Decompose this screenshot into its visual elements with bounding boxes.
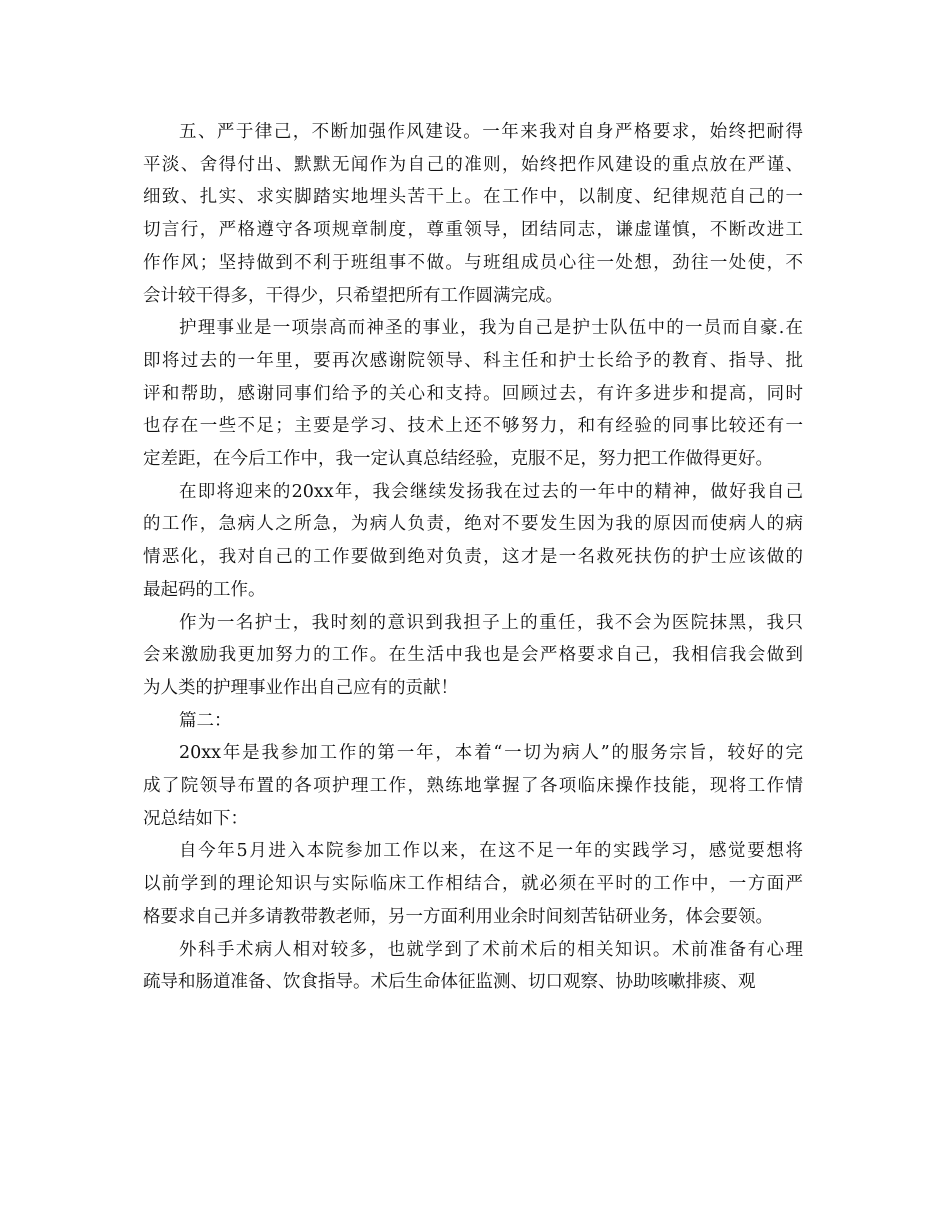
- paragraph-line: 成了院领导布置的各项护理工作，熟练地掌握了各项临床操作技能，现将工作情: [143, 776, 803, 796]
- paragraph-line: 护理事业是一项崇高而神圣的事业，我为自己是护士队伍中的一员而自豪.在: [179, 318, 803, 339]
- paragraph-line: 格要求自己并多请教带教老师，另一方面利用业余时间刻苦钻研业务，体会要领。: [143, 906, 773, 927]
- paragraph-line: 评和帮助，感谢同事们给予的关心和支持。回顾过去，有许多进步和提高，同时: [143, 383, 803, 404]
- paragraph-line: 疏导和肠道准备、饮食指导。术后生命体征监测、切口观察、协助咳嗽排痰、观: [143, 972, 756, 993]
- paragraph-line: 会计较干得多，干得少，只希望把所有工作圆满完成。: [143, 285, 563, 306]
- paragraph-line: 情恶化，我对自己的工作要做到绝对负责，这才是一名救死扶伤的护士应该做的: [143, 547, 803, 568]
- paragraph-line: 切言行，严格遵守各项规章制度，尊重领导，团结同志，谦虚谨慎，不断改进工: [143, 220, 803, 241]
- paragraph-line: 即将过去的一年里，要再次感谢院领导、科主任和护士长给予的教育、指导、批: [143, 350, 803, 371]
- paragraph-line: 20xx年是我参加工作的第一年，本着“一切为病人”的服务宗旨，较好的完: [179, 743, 803, 764]
- paragraph-line: 自今年5月进入本院参加工作以来，在这不足一年的实践学习，感觉要想将: [179, 841, 803, 862]
- paragraph-line: 外科手术病人相对较多，也就学到了术前术后的相关知识。术前准备有心理: [179, 939, 803, 960]
- paragraph-line: 平淡、舍得付出、默默无闻作为自己的准则，始终把作风建设的重点放在严谨、: [143, 154, 803, 175]
- paragraph-line: 五、严于律己，不断加强作风建设。一年来我对自身严格要求，始终把耐得: [179, 122, 803, 142]
- paragraph-line: 会来激励我更加努力的工作。在生活中我也是会严格要求自己，我相信我会做到: [143, 645, 803, 666]
- paragraph-line: 的工作，急病人之所急，为病人负责，绝对不要发生因为我的原因而使病人的病: [143, 514, 803, 535]
- paragraph-line: 细致、扎实、求实脚踏实地埋头苦干上。在工作中，以制度、纪律规范自己的一: [143, 187, 803, 208]
- paragraph-line: 定差距，在今后工作中，我一定认真总结经验，克服不足，努力把工作做得更好。: [143, 449, 773, 469]
- paragraph-line: 最起码的工作。: [143, 579, 266, 600]
- paragraph-line: 作为一名护士，我时刻的意识到我担子上的重任，我不会为医院抹黑，我只: [179, 612, 803, 633]
- paragraph-line: 作作风；坚持做到不利于班组事不做。与班组成员心往一处想，劲往一处使，不: [143, 252, 803, 273]
- paragraph-line: 为人类的护理事业作出自己应有的贡献！: [143, 677, 458, 698]
- paragraph-line: 以前学到的理论知识与实际临床工作相结合，就必须在平时的工作中，一方面严: [143, 874, 803, 895]
- paragraph-line: 也存在一些不足；主要是学习、技术上还不够努力，和有经验的同事比较还有一: [143, 416, 803, 437]
- paragraph-line: 况总结如下：: [143, 808, 248, 829]
- paragraph-line: 在即将迎来的20xx年，我会继续发扬我在过去的一年中的精神，做好我自己: [179, 481, 803, 502]
- paragraph-line: 篇二：: [179, 710, 232, 731]
